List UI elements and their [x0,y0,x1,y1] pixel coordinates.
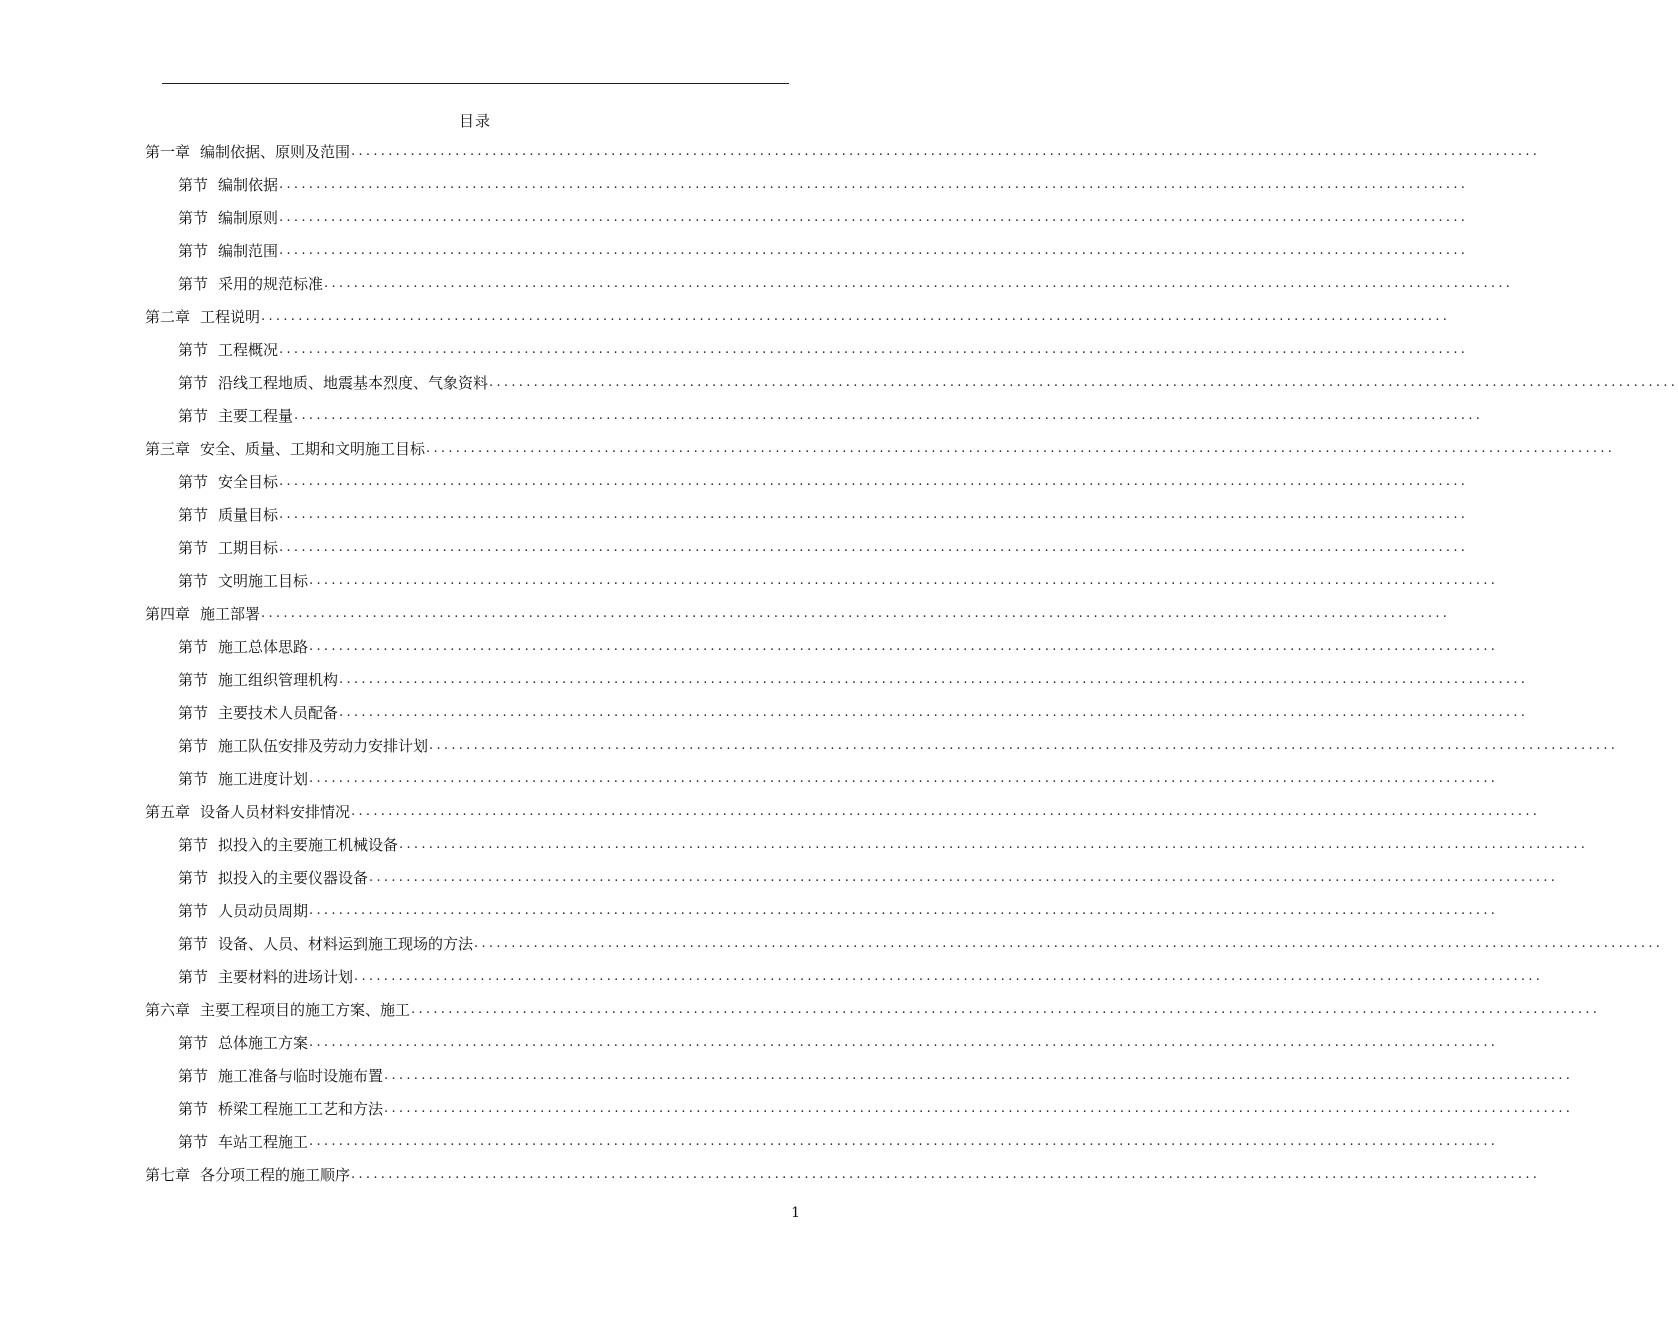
toc-dot-leader: ................................................................................................................................................................ [309,771,1499,786]
toc-dot-leader: ................................................................................................................................................................ [261,606,1451,621]
toc-section-entry[interactable] [145,927,1664,960]
toc-entry-title: 拟投入的主要仪器设备 [218,869,369,887]
toc-entry-number: 第节 [178,374,209,392]
toc-dot-leader: ................................................................................................................................................................ [279,540,1469,555]
toc-entry-number: 第节 [178,1067,209,1085]
toc-entry-title: 各分项工程的施工顺序 [200,1166,351,1184]
toc-section-entry[interactable] [145,762,1499,795]
toc-dot-leader: ................................................................................................................................................................ [399,837,1589,852]
toc-entry-title: 施工进度计划 [218,770,309,788]
toc-dot-leader: ................................................................................................................................................................ [426,441,1616,456]
toc-entry-title: 主要工程项目的施工方案、施工 [200,1001,411,1019]
toc-dot-leader: ................................................................................................................................................................ [489,375,1678,390]
toc-section-entry[interactable] [145,498,1469,531]
toc-entry-title: 车站工程施工 [218,1133,309,1151]
toc-entry-number: 第节 [178,209,209,227]
toc-dot-leader: ................................................................................................................................................................ [324,276,1514,291]
toc-dot-leader: ................................................................................................................................................................ [411,1002,1601,1017]
toc-dot-leader: ................................................................................................................................................................ [339,705,1529,720]
toc-dot-leader: ................................................................................................................................................................ [279,342,1469,357]
toc-entry-title: 施工队伍安排及劳动力安排计划 [218,737,429,755]
toc-dot-leader: ................................................................................................................................................................ [309,1035,1499,1050]
toc-entry-number: 第二章 [145,308,191,326]
toc-section-entry[interactable] [145,399,1484,432]
toc-section-entry[interactable] [145,729,1619,762]
toc-section-entry[interactable] [145,1092,1574,1125]
toc-entry-number: 第节 [178,242,209,260]
toc-section-entry[interactable] [145,1026,1499,1059]
toc-dot-leader: ................................................................................................................................................................ [474,936,1664,951]
toc-section-entry[interactable] [145,531,1469,564]
toc-entry-title: 编制依据、原则及范围 [200,143,351,161]
toc-entry-title: 工期目标 [218,539,279,557]
toc-dot-leader: ................................................................................................................................................................ [309,639,1499,654]
toc-section-entry[interactable] [145,1125,1499,1158]
toc-entry-title: 施工部署 [200,605,261,623]
toc-dot-leader: ................................................................................................................................................................ [354,969,1544,984]
page-number: 1 [791,1205,800,1221]
toc-entry-title: 主要工程量 [218,407,294,425]
toc-entry-number: 第节 [178,275,209,293]
toc-entry-title: 设备人员材料安排情况 [200,803,351,821]
toc-dot-leader: ................................................................................................................................................................ [261,309,1451,324]
toc-entry-title: 施工组织管理机构 [218,671,339,689]
toc-title: 目录 [458,112,491,130]
toc-section-entry[interactable] [145,564,1499,597]
toc-entry-title: 拟投入的主要施工机械设备 [218,836,399,854]
toc-chapter-entry[interactable] [145,1158,1541,1191]
toc-entry-title: 工程说明 [200,308,261,326]
toc-section-entry[interactable] [145,960,1544,993]
toc-dot-leader: ................................................................................................................................................................ [339,672,1529,687]
toc-entry-title: 桥梁工程施工工艺和方法 [218,1100,384,1118]
toc-dot-leader: ................................................................................................................................................................ [351,144,1541,159]
toc-dot-leader: ................................................................................................................................................................ [351,804,1541,819]
toc-dot-leader: ................................................................................................................................................................ [279,507,1469,522]
toc-section-entry[interactable] [145,234,1469,267]
toc-entry-title: 工程概况 [218,341,279,359]
toc-chapter-entry[interactable] [145,795,1541,828]
toc-entry-number: 第节 [178,836,209,854]
toc-entry-title: 安全目标 [218,473,279,491]
toc-dot-leader: ................................................................................................................................................................ [351,1167,1541,1182]
toc-chapter-entry[interactable] [145,300,1451,333]
toc-entry-number: 第五章 [145,803,191,821]
toc-dot-leader: ................................................................................................................................................................ [279,243,1469,258]
toc-entry-title: 安全、质量、工期和文明施工目标 [200,440,426,458]
toc-entry-title: 人员动员周期 [218,902,309,920]
toc-section-entry[interactable] [145,861,1559,894]
toc-entry-number: 第节 [178,770,209,788]
toc-entry-title: 施工准备与临时设施布置 [218,1067,384,1085]
toc-dot-leader: ................................................................................................................................................................ [429,738,1619,753]
toc-entry-number: 第四章 [145,605,191,623]
toc-section-entry[interactable] [145,267,1514,300]
toc-entry-number: 第节 [178,341,209,359]
toc-chapter-entry[interactable] [145,597,1451,630]
toc-entry-title: 主要材料的进场计划 [218,968,354,986]
toc-section-entry[interactable] [145,201,1469,234]
table-of-contents [145,135,1678,1191]
toc-entry-title: 主要技术人员配备 [218,704,339,722]
toc-entry-number: 第节 [178,473,209,491]
toc-entry-number: 第节 [178,572,209,590]
toc-entry-title: 质量目标 [218,506,279,524]
toc-section-entry[interactable] [145,168,1469,201]
toc-dot-leader: ................................................................................................................................................................ [384,1101,1574,1116]
toc-section-entry[interactable] [145,663,1529,696]
toc-dot-leader: ................................................................................................................................................................ [369,870,1559,885]
toc-entry-number: 第节 [178,704,209,722]
toc-entry-number: 第节 [178,1133,209,1151]
toc-section-entry[interactable] [145,630,1499,663]
toc-entry-title: 设备、人员、材料运到施工现场的方法 [218,935,474,953]
toc-section-entry[interactable] [145,828,1589,861]
toc-entry-number: 第节 [178,902,209,920]
toc-chapter-entry[interactable] [145,135,1541,168]
toc-entry-number: 第节 [178,1100,209,1118]
toc-dot-leader: ................................................................................................................................................................ [309,1134,1499,1149]
toc-entry-title: 编制范围 [218,242,279,260]
toc-entry-title: 沿线工程地质、地震基本烈度、气象资料 [218,374,489,392]
toc-section-entry[interactable] [145,1059,1574,1092]
toc-entry-number: 第节 [178,176,209,194]
toc-section-entry[interactable] [145,366,1678,399]
toc-entry-number: 第节 [178,968,209,986]
toc-entry-number: 第节 [178,638,209,656]
toc-section-entry[interactable] [145,333,1469,366]
toc-entry-number: 第节 [178,1034,209,1052]
toc-entry-title: 施工总体思路 [218,638,309,656]
toc-section-entry[interactable] [145,696,1529,729]
toc-entry-number: 第节 [178,737,209,755]
toc-entry-number: 第一章 [145,143,191,161]
toc-entry-title: 编制依据 [218,176,279,194]
toc-entry-number: 第节 [178,869,209,887]
toc-chapter-entry[interactable] [145,432,1616,465]
toc-entry-number: 第节 [178,539,209,557]
toc-dot-leader: ................................................................................................................................................................ [279,177,1469,192]
toc-section-entry[interactable] [145,465,1469,498]
toc-entry-number: 第节 [178,671,209,689]
toc-entry-number: 第七章 [145,1166,191,1184]
header-rule [162,83,789,84]
toc-dot-leader: ................................................................................................................................................................ [279,474,1469,489]
toc-dot-leader: ................................................................................................................................................................ [309,903,1499,918]
toc-dot-leader: ................................................................................................................................................................ [384,1068,1574,1083]
toc-entry-title: 采用的规范标准 [218,275,324,293]
toc-entry-number: 第节 [178,506,209,524]
toc-entry-number: 第六章 [145,1001,191,1019]
toc-entry-title: 文明施工目标 [218,572,309,590]
toc-entry-title: 编制原则 [218,209,279,227]
toc-chapter-entry[interactable] [145,993,1601,1026]
toc-section-entry[interactable] [145,894,1499,927]
toc-dot-leader: ................................................................................................................................................................ [309,573,1499,588]
toc-entry-number: 第三章 [145,440,191,458]
toc-dot-leader: ................................................................................................................................................................ [279,210,1469,225]
toc-entry-number: 第节 [178,935,209,953]
toc-dot-leader: ................................................................................................................................................................ [294,408,1484,423]
toc-entry-number: 第节 [178,407,209,425]
toc-entry-title: 总体施工方案 [218,1034,309,1052]
